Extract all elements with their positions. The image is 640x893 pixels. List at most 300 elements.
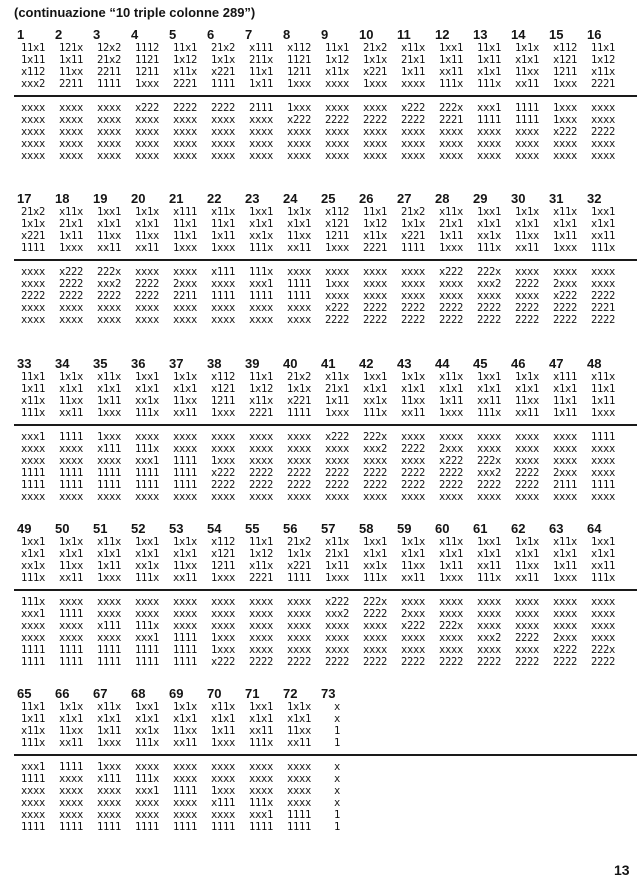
top-row-cell: x111 bbox=[552, 371, 578, 383]
system-column bbox=[90, 686, 128, 833]
top-row-cell: 2211 bbox=[96, 66, 122, 78]
column-number: 43 bbox=[397, 356, 412, 371]
bottom-row-cell: 2222 bbox=[400, 467, 426, 479]
bottom-row-cell: 2222 bbox=[476, 314, 502, 326]
system-column bbox=[204, 686, 242, 833]
bottom-row-cell: xxx1 bbox=[20, 761, 46, 773]
system-column bbox=[128, 27, 166, 162]
bottom-row-cell: xxxx bbox=[514, 608, 540, 620]
column-number: 57 bbox=[321, 521, 336, 536]
column-number: 19 bbox=[93, 191, 108, 206]
top-row-cell: 1xxx bbox=[552, 78, 578, 90]
bottom-row-cell: xxxx bbox=[210, 114, 236, 126]
top-row-cell: 21x2 bbox=[20, 206, 46, 218]
bottom-row-cell: 1111 bbox=[96, 656, 122, 668]
bottom-row-cell: xxxx bbox=[58, 138, 84, 150]
system-column bbox=[470, 521, 508, 668]
top-row-cell: 1xxx bbox=[286, 78, 312, 90]
top-row-cell: 1 bbox=[333, 725, 341, 737]
bottom-row-cell: 1111 bbox=[286, 278, 312, 290]
bottom-row-cell: 1111 bbox=[58, 656, 84, 668]
system-column bbox=[432, 521, 470, 668]
bottom-row-cell: xxxx bbox=[400, 290, 426, 302]
bottom-row-cell: xxxx bbox=[20, 114, 46, 126]
top-row-cell: xx1x bbox=[134, 560, 160, 572]
bottom-row-cell: xxxx bbox=[20, 138, 46, 150]
top-row-cell: x1x1 bbox=[476, 218, 502, 230]
column-number: 45 bbox=[473, 356, 488, 371]
bottom-row-cell: 2222 bbox=[58, 290, 84, 302]
top-row-cell: 11x1 bbox=[552, 395, 578, 407]
bottom-row-cell: x222 bbox=[324, 302, 350, 314]
top-row-cell: 111x bbox=[438, 78, 464, 90]
top-row-cell: 1x11 bbox=[58, 54, 84, 66]
bottom-row-cell: xxxx bbox=[324, 290, 350, 302]
top-row-cell: 1xxx bbox=[438, 572, 464, 584]
bottom-row-cell: xxxx bbox=[324, 266, 350, 278]
bottom-row-cell: 1111 bbox=[96, 479, 122, 491]
bottom-row-cell: xxxx bbox=[210, 278, 236, 290]
top-row-cell: x11x bbox=[172, 66, 198, 78]
bottom-row-cell: x222 bbox=[400, 620, 426, 632]
system-column bbox=[166, 191, 204, 326]
bottom-row-cell: xxxx bbox=[552, 150, 578, 162]
column-number: 49 bbox=[17, 521, 32, 536]
bottom-row-cell: xxxx bbox=[286, 797, 312, 809]
bottom-row-cell: xxxx bbox=[400, 596, 426, 608]
top-row-cell: 1xxx bbox=[172, 242, 198, 254]
top-row-cell: 1xx1 bbox=[96, 206, 122, 218]
bottom-row-cell: xxxx bbox=[362, 620, 388, 632]
top-row-cell: xx11 bbox=[514, 242, 540, 254]
bottom-row-cell: x bbox=[333, 761, 341, 773]
top-row-cell: 111x bbox=[20, 737, 46, 749]
top-row-cell: 1xx1 bbox=[476, 536, 502, 548]
bottom-row-cell: xxxx bbox=[476, 431, 502, 443]
bottom-row-cell: xxxx bbox=[58, 443, 84, 455]
bottom-row-cell: 2222 bbox=[514, 656, 540, 668]
bottom-row-cell: xxxx bbox=[96, 102, 122, 114]
bottom-row-cell: 2222 bbox=[134, 278, 160, 290]
bottom-row-cell: xxxx bbox=[172, 138, 198, 150]
top-row-cell: x121 bbox=[210, 548, 236, 560]
top-row-cell: x11x bbox=[210, 206, 236, 218]
bottom-row-cell: xxxx bbox=[590, 467, 616, 479]
top-row-cell: 11x1 bbox=[248, 371, 274, 383]
bottom-row-cell: 2222 bbox=[362, 114, 388, 126]
top-row-cell: 111x bbox=[20, 572, 46, 584]
bottom-row-cell: xxxx bbox=[514, 138, 540, 150]
top-row-cell: 11xx bbox=[514, 66, 540, 78]
top-row-cell: 11x1 bbox=[172, 42, 198, 54]
bottom-row-cell: xxxx bbox=[362, 290, 388, 302]
bottom-row-cell: xxxx bbox=[20, 785, 46, 797]
top-row-cell: 1111 bbox=[400, 242, 426, 254]
bottom-row-cell: xxxx bbox=[248, 785, 274, 797]
top-row-cell: 111x bbox=[362, 407, 388, 419]
top-row-cell: x1x1 bbox=[552, 548, 578, 560]
top-row-cell: 1xx1 bbox=[590, 206, 616, 218]
bottom-row-cell: 1111 bbox=[476, 114, 502, 126]
top-row-cell: 11xx bbox=[172, 395, 198, 407]
top-row-cell: 1x1x bbox=[400, 218, 426, 230]
bottom-row-cell: 2222 bbox=[514, 467, 540, 479]
bottom-row-cell: xxxx bbox=[248, 644, 274, 656]
top-row-cell: x112 bbox=[210, 371, 236, 383]
top-row-cell: x1x1 bbox=[172, 548, 198, 560]
top-row-cell: 1x11 bbox=[324, 560, 350, 572]
bottom-row-cell: xxx1 bbox=[248, 278, 274, 290]
bottom-row-cell: 2222 bbox=[324, 467, 350, 479]
bottom-row-cell: 2222 bbox=[324, 479, 350, 491]
bottom-row-cell: xxxx bbox=[476, 443, 502, 455]
bottom-row-cell: xxxx bbox=[248, 620, 274, 632]
top-row-cell: 11xx bbox=[58, 66, 84, 78]
top-row-cell: 11x1 bbox=[476, 42, 502, 54]
bottom-row-cell: 1 bbox=[333, 809, 341, 821]
bottom-row-cell: x222 bbox=[552, 290, 578, 302]
top-row-cell: x121 bbox=[552, 54, 578, 66]
bottom-row-cell: xxxx bbox=[96, 809, 122, 821]
bottom-row-cell: xxxx bbox=[552, 443, 578, 455]
bottom-row-cell: xxxx bbox=[20, 632, 46, 644]
bottom-row-cell: 1 bbox=[333, 821, 341, 833]
bottom-row-cell: xxxx bbox=[58, 785, 84, 797]
bottom-row-cell: 222x bbox=[438, 102, 464, 114]
bottom-row-cell: xxxx bbox=[58, 773, 84, 785]
bottom-row-cell: 1111 bbox=[210, 821, 236, 833]
column-number: 14 bbox=[511, 27, 526, 42]
bottom-row-cell: 2xxx bbox=[172, 278, 198, 290]
bottom-row-cell: xxxx bbox=[286, 266, 312, 278]
bottom-row-cell: xxxx bbox=[210, 773, 236, 785]
bottom-row-cell: 1111 bbox=[514, 102, 540, 114]
top-row-cell: x11x bbox=[590, 371, 616, 383]
top-row-cell: 1xx1 bbox=[362, 536, 388, 548]
system-column bbox=[584, 191, 622, 326]
bottom-row-cell: 2222 bbox=[514, 302, 540, 314]
top-row-cell: 11x1 bbox=[172, 218, 198, 230]
top-row-cell: 111x bbox=[248, 242, 274, 254]
top-row-cell: x121 bbox=[324, 218, 350, 230]
bottom-row-cell: 2222 bbox=[324, 314, 350, 326]
column-number: 52 bbox=[131, 521, 146, 536]
bottom-row-cell: xxxx bbox=[552, 608, 578, 620]
bottom-row-cell: 1xxx bbox=[96, 431, 122, 443]
top-row-cell: 1xx1 bbox=[248, 206, 274, 218]
bottom-row-cell: 1111 bbox=[172, 644, 198, 656]
bottom-row-cell: 1111 bbox=[20, 656, 46, 668]
bottom-row-cell: x bbox=[333, 785, 341, 797]
column-number: 11 bbox=[397, 27, 411, 42]
top-row-cell: 1xxx bbox=[210, 737, 236, 749]
bottom-row-cell: 1111 bbox=[286, 290, 312, 302]
top-row-cell: 1x1x bbox=[514, 536, 540, 548]
system-column bbox=[14, 27, 52, 162]
bottom-row-cell: 1xxx bbox=[210, 785, 236, 797]
top-row-cell: xx11 bbox=[58, 572, 84, 584]
top-row-cell: x1x1 bbox=[134, 713, 160, 725]
bottom-row-cell: xxxx bbox=[248, 126, 274, 138]
top-row-cell: x1x1 bbox=[210, 713, 236, 725]
bottom-row-cell: 1111 bbox=[210, 290, 236, 302]
bottom-row-cell: 1111 bbox=[286, 809, 312, 821]
top-row-cell: xx1x bbox=[362, 395, 388, 407]
bottom-row-cell: 2222 bbox=[362, 479, 388, 491]
top-row-cell: 1x1x bbox=[362, 54, 388, 66]
bottom-row-cell: 2xxx bbox=[400, 608, 426, 620]
bottom-row-cell: 2111 bbox=[552, 479, 578, 491]
column-number: 15 bbox=[549, 27, 564, 42]
bottom-row-cell: xxxx bbox=[172, 596, 198, 608]
bottom-row-cell: x222 bbox=[210, 656, 236, 668]
bottom-row-cell: xxxx bbox=[134, 314, 160, 326]
bottom-row-cell: 1111 bbox=[286, 821, 312, 833]
top-row-cell: xx11 bbox=[286, 737, 312, 749]
top-row-cell: 111x bbox=[590, 572, 616, 584]
column-number: 16 bbox=[587, 27, 602, 42]
bottom-row-cell: xxxx bbox=[552, 620, 578, 632]
bottom-row-cell: 1111 bbox=[134, 656, 160, 668]
bottom-row-cell: 2222 bbox=[362, 314, 388, 326]
column-number: 62 bbox=[511, 521, 526, 536]
top-row-cell: x1x1 bbox=[172, 383, 198, 395]
top-row-cell: 1x11 bbox=[552, 407, 578, 419]
bottom-row-cell: xxxx bbox=[590, 114, 616, 126]
column-number: 54 bbox=[207, 521, 222, 536]
bottom-row-cell: xxx1 bbox=[476, 102, 502, 114]
bottom-row-cell: xxxx bbox=[210, 314, 236, 326]
bottom-row-cell: 1111 bbox=[58, 761, 84, 773]
top-row-cell: x1x1 bbox=[96, 383, 122, 395]
bottom-row-cell: xxxx bbox=[20, 443, 46, 455]
top-row-cell: x112 bbox=[552, 42, 578, 54]
top-row-cell: 1xxx bbox=[96, 407, 122, 419]
bottom-row-cell: 2222 bbox=[96, 290, 122, 302]
top-row-cell: 1xx1 bbox=[362, 371, 388, 383]
bottom-row-cell: xxxx bbox=[210, 126, 236, 138]
top-row-cell: 11xx bbox=[286, 725, 312, 737]
bottom-row-cell: xxxx bbox=[362, 266, 388, 278]
top-row-cell: 21x1 bbox=[324, 548, 350, 560]
top-row-cell: x11x bbox=[96, 536, 122, 548]
top-row-cell: xx11 bbox=[248, 725, 274, 737]
bottom-row-cell: 222x bbox=[438, 620, 464, 632]
column-number: 21 bbox=[169, 191, 184, 206]
bottom-row-cell: 2222 bbox=[400, 114, 426, 126]
top-row-cell: xx11 bbox=[438, 66, 464, 78]
top-row-cell: 2221 bbox=[248, 407, 274, 419]
top-row-cell: x221 bbox=[286, 560, 312, 572]
bottom-row-cell: xxxx bbox=[438, 278, 464, 290]
top-row-cell: x1x1 bbox=[362, 548, 388, 560]
top-row-cell: x112 bbox=[324, 206, 350, 218]
top-row-cell: 2221 bbox=[172, 78, 198, 90]
bottom-row-cell: x222 bbox=[324, 431, 350, 443]
system-column bbox=[356, 521, 394, 668]
bottom-row-cell: 222x bbox=[476, 455, 502, 467]
bottom-row-cell: xxx1 bbox=[20, 431, 46, 443]
column-number: 1 bbox=[17, 27, 25, 42]
system-column bbox=[242, 356, 280, 503]
system-column bbox=[318, 356, 356, 503]
system-column bbox=[14, 521, 52, 668]
bottom-row-cell: 2222 bbox=[476, 479, 502, 491]
column-number: 50 bbox=[55, 521, 70, 536]
top-row-cell: x221 bbox=[400, 230, 426, 242]
bottom-row-cell: 1xxx bbox=[552, 114, 578, 126]
top-row-cell: 11x1 bbox=[248, 66, 274, 78]
bottom-row-cell: xxxx bbox=[476, 126, 502, 138]
top-row-cell: 1xx1 bbox=[248, 701, 274, 713]
top-row-cell: x1x1 bbox=[96, 548, 122, 560]
bottom-row-cell: xxxx bbox=[248, 138, 274, 150]
top-row-cell: 1x12 bbox=[590, 54, 616, 66]
top-row-cell: x11x bbox=[362, 230, 388, 242]
bottom-row-cell: 2222 bbox=[438, 302, 464, 314]
bottom-row-cell: x222 bbox=[438, 455, 464, 467]
top-row-cell: 1x11 bbox=[96, 395, 122, 407]
column-number: 67 bbox=[93, 686, 108, 701]
column-number: 68 bbox=[131, 686, 146, 701]
column-number: 40 bbox=[283, 356, 298, 371]
bottom-row-cell: xxxx bbox=[58, 797, 84, 809]
bottom-row-cell: xxx2 bbox=[476, 278, 502, 290]
top-row-cell: x11x bbox=[248, 560, 274, 572]
system-column bbox=[280, 521, 318, 668]
bottom-row-cell: xxxx bbox=[58, 596, 84, 608]
bottom-row-cell: 2xxx bbox=[438, 443, 464, 455]
bottom-row-cell: xxxx bbox=[476, 290, 502, 302]
top-row-cell: x11x bbox=[438, 536, 464, 548]
top-row-cell: 11x1 bbox=[590, 42, 616, 54]
bottom-row-cell: xxxx bbox=[96, 491, 122, 503]
bottom-row-cell: xxxx bbox=[590, 491, 616, 503]
bottom-row-cell: xxxx bbox=[590, 138, 616, 150]
top-row-cell: x1x1 bbox=[58, 548, 84, 560]
bottom-row-cell: 1111 bbox=[96, 644, 122, 656]
bottom-row-cell: xxxx bbox=[20, 620, 46, 632]
top-row-cell: 1xx1 bbox=[590, 536, 616, 548]
system-column bbox=[280, 686, 318, 833]
bottom-row-cell: xxxx bbox=[552, 138, 578, 150]
bottom-row-cell: 1111 bbox=[172, 785, 198, 797]
bottom-row-cell: 2222 bbox=[286, 656, 312, 668]
bottom-row-cell: xxxx bbox=[20, 102, 46, 114]
system-column bbox=[584, 521, 622, 668]
system-column bbox=[470, 27, 508, 162]
top-row-cell: xx11 bbox=[58, 737, 84, 749]
bottom-row-cell: xxxx bbox=[58, 114, 84, 126]
page-title: (continuazione “10 triple colonne 289”) bbox=[14, 5, 256, 20]
bottom-row-cell: xxxx bbox=[514, 126, 540, 138]
top-row-cell: 1211 bbox=[552, 66, 578, 78]
top-row-cell: x1x1 bbox=[58, 383, 84, 395]
bottom-row-cell: 2222 bbox=[134, 290, 160, 302]
top-row-cell: x112 bbox=[210, 536, 236, 548]
top-row-cell: x11x bbox=[58, 206, 84, 218]
bottom-row-cell: 2222 bbox=[58, 278, 84, 290]
bottom-row-cell: xxx2 bbox=[476, 467, 502, 479]
bottom-row-cell: xxxx bbox=[286, 596, 312, 608]
top-row-cell: xx11 bbox=[514, 407, 540, 419]
bottom-row-cell: 2222 bbox=[590, 314, 616, 326]
top-row-cell: 111x bbox=[590, 242, 616, 254]
bottom-row-cell: xxxx bbox=[248, 596, 274, 608]
bottom-row-cell: xxxx bbox=[514, 150, 540, 162]
top-row-cell: 21x2 bbox=[210, 42, 236, 54]
bottom-row-cell: xxxx bbox=[362, 455, 388, 467]
column-number: 72 bbox=[283, 686, 298, 701]
bottom-row-cell: xxxx bbox=[324, 138, 350, 150]
bottom-row-cell: 1111 bbox=[96, 821, 122, 833]
system-column bbox=[508, 27, 546, 162]
bottom-row-cell: xxxx bbox=[400, 632, 426, 644]
top-row-cell: x11x bbox=[324, 371, 350, 383]
bottom-row-cell: xxxx bbox=[552, 455, 578, 467]
bottom-row-cell: 111x bbox=[20, 596, 46, 608]
bottom-row-cell: xxx1 bbox=[134, 632, 160, 644]
top-row-cell: 11x1 bbox=[248, 536, 274, 548]
top-row-cell: 1x1x bbox=[286, 206, 312, 218]
bottom-row-cell: xxxx bbox=[96, 114, 122, 126]
system-column bbox=[52, 521, 90, 668]
column-number: 32 bbox=[587, 191, 602, 206]
top-row-cell: x221 bbox=[210, 66, 236, 78]
top-row-cell: x1x1 bbox=[96, 218, 122, 230]
bottom-row-cell: 2222 bbox=[438, 314, 464, 326]
top-row-cell: x111 bbox=[172, 206, 198, 218]
bottom-row-cell: xxxx bbox=[286, 455, 312, 467]
bottom-row-cell: xxxx bbox=[248, 314, 274, 326]
top-row-cell: x1x1 bbox=[134, 218, 160, 230]
bottom-row-cell: xxxx bbox=[514, 596, 540, 608]
top-row-cell: 11xx bbox=[514, 230, 540, 242]
bottom-row-cell: 2xxx bbox=[552, 467, 578, 479]
bottom-row-cell: xxxx bbox=[400, 150, 426, 162]
top-row-cell: 111x bbox=[20, 407, 46, 419]
top-row-cell: x1x1 bbox=[400, 548, 426, 560]
top-row-cell: 11xx bbox=[400, 560, 426, 572]
top-row-cell: 1xx1 bbox=[134, 371, 160, 383]
top-row-cell: 1x1x bbox=[134, 206, 160, 218]
top-row-cell: xx11 bbox=[514, 572, 540, 584]
bottom-row-cell: xxxx bbox=[438, 290, 464, 302]
bottom-row-cell: xxxx bbox=[248, 773, 274, 785]
top-row-cell: xx11 bbox=[172, 572, 198, 584]
top-row-cell: 1xx1 bbox=[476, 206, 502, 218]
system-column bbox=[470, 191, 508, 326]
top-row-cell: 1xxx bbox=[210, 572, 236, 584]
top-row-cell: 1xx1 bbox=[134, 536, 160, 548]
column-number: 36 bbox=[131, 356, 146, 371]
bottom-row-cell: xxxx bbox=[134, 138, 160, 150]
top-row-cell: x1x1 bbox=[514, 548, 540, 560]
bottom-row-cell: 1111 bbox=[96, 467, 122, 479]
top-row-cell: 11x1 bbox=[172, 230, 198, 242]
top-row-cell: 1x1x bbox=[400, 371, 426, 383]
system-column bbox=[166, 356, 204, 503]
system-column bbox=[166, 521, 204, 668]
top-row-cell: 1x12 bbox=[324, 54, 350, 66]
bottom-row-cell: xxx2 bbox=[362, 443, 388, 455]
bottom-row-cell: 1xxx bbox=[324, 278, 350, 290]
column-number: 23 bbox=[245, 191, 260, 206]
top-row-cell: 1112 bbox=[134, 42, 160, 54]
bottom-row-cell: xxxx bbox=[286, 491, 312, 503]
top-row-cell: 1x11 bbox=[438, 560, 464, 572]
bottom-row-cell: 1111 bbox=[172, 656, 198, 668]
